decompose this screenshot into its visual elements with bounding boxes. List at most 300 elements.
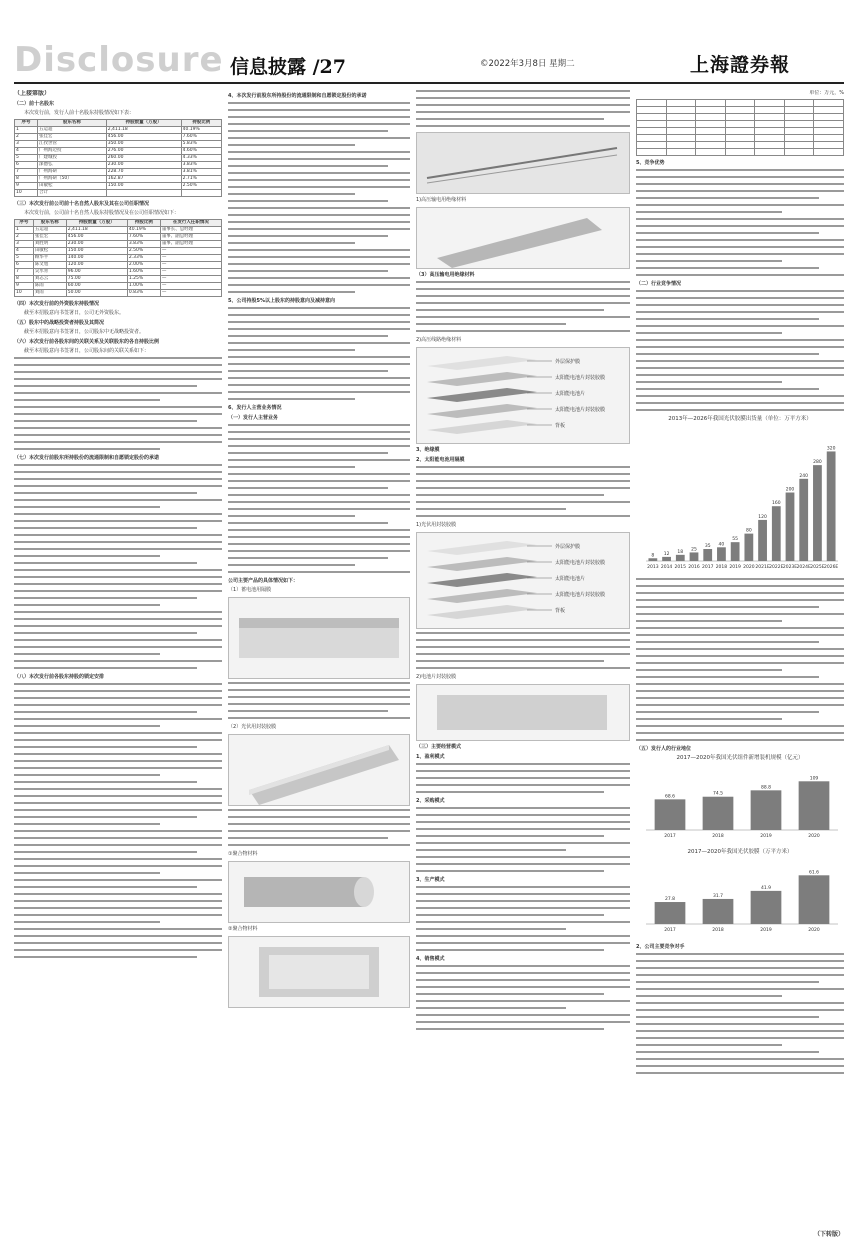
diagram-label: 外层保护膜 (555, 359, 581, 365)
data-label: 40 (718, 542, 725, 548)
data-label: 120 (758, 514, 767, 520)
text-line (636, 648, 844, 650)
table-cell (696, 149, 726, 156)
text-line (636, 676, 819, 678)
tick-label: 2014 (660, 565, 673, 570)
text-line (416, 777, 630, 779)
text-line (636, 246, 844, 248)
table-row (15, 283, 222, 290)
table-cell: 1.00% (127, 283, 160, 290)
text-line (228, 165, 388, 167)
subheading: 5、竞争优势 (636, 160, 665, 166)
text-line (228, 207, 410, 209)
table-cell (666, 142, 696, 149)
text-line (416, 821, 630, 823)
table-cell (784, 135, 814, 142)
text-line (14, 464, 222, 466)
tick-label: 2019 (760, 928, 772, 933)
text-line (636, 578, 844, 580)
text-line (416, 515, 630, 517)
text-line (14, 653, 160, 655)
text-line (416, 508, 566, 510)
table-row (15, 227, 222, 234)
table-cell: — (160, 248, 221, 255)
text-line (636, 267, 819, 269)
text-line (228, 328, 410, 330)
text-line (636, 953, 844, 955)
text-line (14, 499, 222, 501)
text-line (416, 828, 630, 830)
table-cell (755, 114, 785, 121)
table-cell: 5.83% (181, 141, 221, 148)
table-cell: 456.00 (106, 134, 181, 141)
table-header: 在发行人任职情况 (160, 220, 221, 227)
text-line (14, 949, 222, 951)
subheading: （三）主要经营模式 (416, 744, 462, 750)
text-line (14, 660, 222, 662)
figure-label: ①聚合物材料 (228, 851, 258, 857)
body-text-block (14, 464, 222, 669)
text-line (416, 770, 630, 772)
table-row (15, 169, 222, 176)
bar (676, 555, 685, 561)
table-cell (784, 107, 814, 114)
data-label: 200 (785, 487, 795, 493)
table-cell: 7.60% (181, 134, 221, 141)
table-row (637, 142, 844, 149)
table-row (15, 241, 222, 248)
subheading: （五）股东中的战略投资者持股及其简况 (14, 320, 105, 326)
table-cell: 广州海研 (38, 169, 107, 176)
table-cell: 田敏松 (38, 183, 107, 190)
table-row (15, 248, 222, 255)
body-text-block (416, 965, 630, 1030)
table-cell: 8 (15, 176, 38, 183)
text-line (228, 335, 388, 337)
text-line (636, 1009, 844, 1011)
text-line (228, 717, 410, 719)
table-cell (696, 121, 726, 128)
table-cell: 董事长、总经理 (160, 227, 221, 234)
table-cell: 0.83% (127, 290, 160, 297)
table-cell: 276.00 (106, 148, 181, 155)
data-label: 80 (745, 528, 752, 534)
table-cell: 96.00 (66, 269, 127, 276)
table-cell: 1.60% (127, 269, 160, 276)
text-line (228, 844, 410, 846)
subheading: 5、公司持股5%以上股东的持股意向及减持意向 (228, 298, 335, 304)
table-cell: 2,411.18 (106, 127, 181, 134)
product-image-film-2 (416, 684, 630, 741)
text-line (636, 981, 819, 983)
table-row (15, 134, 222, 141)
text-line (228, 130, 388, 132)
text-line (228, 263, 410, 265)
table-header: 股东名称 (38, 120, 107, 127)
table-cell: 2 (15, 234, 34, 241)
table-cell (666, 121, 696, 128)
table-cell (725, 100, 755, 107)
text-line (14, 928, 222, 930)
text-line (416, 487, 630, 489)
subheading: （二）行业竞争情况 (636, 281, 682, 287)
subheading: 4、本次发行前股东所持股份的流通限制和自愿锁定股份的承诺 (228, 93, 367, 99)
diagram-layer (427, 420, 537, 434)
text-line (416, 295, 630, 297)
bar (772, 506, 781, 561)
text-line (636, 395, 844, 397)
text-line (228, 529, 410, 531)
text-line (14, 478, 222, 480)
table-cell: 230.00 (66, 241, 127, 248)
table-row (15, 148, 222, 155)
table-cell: 9 (15, 283, 34, 290)
body-text-block (416, 807, 630, 872)
text-line (14, 837, 222, 839)
table-cell (637, 100, 667, 107)
table-cell: 150.00 (106, 183, 181, 190)
table-cell (106, 190, 181, 197)
column-1 (14, 90, 222, 1240)
tick-label: 2020 (808, 928, 820, 933)
table-cell: 董事、副总经理 (160, 241, 221, 248)
bar (655, 902, 686, 924)
table-cell: 3 (15, 141, 38, 148)
table-cell: 陈雨 (33, 283, 66, 290)
text-line (636, 274, 844, 276)
table-cell (666, 114, 696, 121)
column-3 (416, 90, 630, 1240)
text-line (228, 837, 388, 839)
text-line (228, 151, 410, 153)
text-line (14, 795, 222, 797)
table-cell: 150.00 (66, 248, 127, 255)
bar (827, 451, 836, 561)
diagram-label: 太阳能电池片 (555, 391, 586, 397)
text-line (14, 809, 222, 811)
text-line (14, 562, 197, 564)
bar (717, 547, 726, 561)
text-line (14, 711, 197, 713)
table-row (15, 269, 222, 276)
text-line (416, 784, 630, 786)
text-line (636, 304, 844, 306)
bar (703, 549, 712, 561)
text-line (228, 200, 388, 202)
table-cell: 2.50% (181, 183, 221, 190)
table-cell (814, 107, 844, 114)
text-line (228, 242, 355, 244)
text-line (636, 669, 782, 671)
text-line (228, 501, 410, 503)
financial-table (636, 99, 844, 156)
text-line (636, 225, 844, 227)
text-line (14, 541, 222, 543)
diagram-layer (427, 388, 537, 402)
text-line (416, 660, 604, 662)
diagram-label: 背板 (555, 608, 566, 614)
text-line (636, 374, 844, 376)
text-line (228, 830, 410, 832)
table-cell: 75.00 (66, 276, 127, 283)
text-line (636, 402, 844, 404)
body-text-block (228, 102, 410, 293)
diagram-layer (427, 605, 537, 619)
table-cell: 230.00 (106, 162, 181, 169)
diagram-layer (427, 404, 537, 418)
bar (731, 542, 740, 561)
table-cell: — (160, 262, 221, 269)
table-cell (755, 107, 785, 114)
tick-label: 2021E (755, 565, 770, 570)
table-cell (666, 107, 696, 114)
data-label: 74.5 (712, 791, 724, 797)
text-line (636, 409, 844, 411)
text-line (14, 611, 222, 613)
text-line (416, 949, 604, 951)
paragraph: 截至本招股意向书签署日，公司无外资股东。 (24, 310, 125, 316)
text-line (636, 711, 819, 713)
page-header (0, 0, 857, 80)
text-line (416, 646, 630, 648)
bar (751, 790, 782, 830)
table-cell: 10 (15, 290, 34, 297)
text-line (14, 604, 160, 606)
text-line (228, 214, 410, 216)
table-cell: 3.81% (181, 169, 221, 176)
table-cell: 1 (15, 227, 34, 234)
text-line (228, 459, 410, 461)
text-line (636, 988, 844, 990)
text-line (228, 816, 410, 818)
text-line (416, 97, 630, 99)
diagram-label: 外层保护膜 (555, 544, 581, 550)
table-cell (666, 128, 696, 135)
table-cell (814, 114, 844, 121)
table-cell: — (160, 255, 221, 262)
subheading: 公司主要产品的具体情况如下： (228, 578, 299, 584)
data-label: 27.8 (664, 897, 676, 903)
text-line (416, 835, 604, 837)
table-cell (637, 121, 667, 128)
text-line (636, 697, 844, 699)
body-text-block (228, 307, 410, 400)
table-cell: 五运超 (33, 227, 66, 234)
text-line (14, 364, 222, 366)
text-line (636, 169, 844, 171)
text-line (228, 123, 410, 125)
table-header: 持股比例 (181, 120, 221, 127)
text-line (14, 548, 222, 550)
text-line (636, 318, 819, 320)
text-line (228, 515, 355, 517)
table-cell: 2 (15, 134, 38, 141)
text-line (416, 863, 630, 865)
body-text-block (416, 466, 630, 517)
text-line (416, 309, 604, 311)
text-line (228, 809, 410, 811)
table-cell (755, 121, 785, 128)
table-cell (814, 142, 844, 149)
table-row (637, 149, 844, 156)
text-line (228, 550, 410, 552)
text-line (636, 655, 844, 657)
text-line (636, 381, 782, 383)
diagram-label: 太阳能电池片 (555, 576, 586, 582)
table-cell: — (160, 283, 221, 290)
table-row (15, 141, 222, 148)
table-cell (696, 142, 726, 149)
table-cell: 350.00 (106, 141, 181, 148)
table-header: 序号 (15, 220, 34, 227)
text-line (636, 232, 819, 234)
text-line (228, 342, 410, 344)
table-cell: 1.25% (127, 276, 160, 283)
table-cell (784, 114, 814, 121)
text-line (416, 993, 604, 995)
tick-label: 2017 (664, 834, 676, 839)
text-line (636, 995, 782, 997)
data-label: 41.9 (760, 885, 772, 891)
tick-label: 2018 (712, 834, 724, 839)
text-line (416, 473, 630, 475)
text-line (636, 1023, 844, 1025)
text-line (416, 639, 630, 641)
text-line (228, 452, 388, 454)
table-cell (637, 149, 667, 156)
data-label: 240 (799, 473, 809, 479)
table-cell: 9 (15, 183, 38, 190)
table-cell: 4.33% (181, 155, 221, 162)
text-line (14, 879, 222, 881)
header-rule (14, 82, 844, 84)
text-line (228, 571, 410, 573)
figure-label: 1)高压输电用绝缘材料 (416, 197, 467, 203)
text-line (416, 763, 630, 765)
figure-label: 2)高压线路绝缘材料 (416, 337, 462, 343)
text-line (14, 788, 222, 790)
text-line (228, 321, 410, 323)
table-cell (755, 135, 785, 142)
text-line (636, 739, 844, 741)
table-cell: — (160, 290, 221, 297)
diagram-layer (427, 589, 537, 603)
text-line (14, 492, 197, 494)
text-line (228, 186, 410, 188)
tick-label: 2020 (808, 834, 820, 839)
figure-label: （1）蓄电池用隔膜 (228, 587, 272, 593)
top10-shareholders-table (14, 119, 222, 197)
text-line (14, 858, 222, 860)
diagram-label: 太阳能电池片封装胶膜 (555, 560, 606, 566)
data-label: 160 (771, 501, 781, 507)
tick-label: 2017 (664, 928, 676, 933)
issue-date: ©2022年3月8日 星期二 (480, 59, 575, 69)
text-line (416, 856, 630, 858)
text-line (228, 391, 410, 393)
text-line (228, 179, 410, 181)
body-text-block (636, 169, 844, 276)
text-line (14, 942, 222, 944)
bar (786, 493, 795, 561)
text-line (636, 1030, 844, 1032)
text-line (636, 332, 782, 334)
table-cell (696, 114, 726, 121)
bar (662, 557, 671, 561)
diagram-label: 太阳能电池片封装胶膜 (555, 592, 606, 598)
text-line (228, 508, 410, 510)
table-row (15, 155, 222, 162)
bar (813, 465, 822, 561)
table-cell: 50.00 (66, 290, 127, 297)
text-line (636, 683, 844, 685)
table-cell (637, 135, 667, 142)
chart-pv-film-shipments (636, 425, 844, 575)
table-cell (637, 128, 667, 135)
table-cell: 广州海迈投 (38, 148, 107, 155)
text-line (14, 667, 197, 669)
text-line (416, 125, 630, 127)
table-cell: 刘志云 (33, 276, 66, 283)
text-line (416, 1021, 630, 1023)
bar (758, 520, 767, 561)
table-cell (696, 128, 726, 135)
text-line (14, 935, 222, 937)
text-line (228, 398, 355, 400)
table-row (637, 107, 844, 114)
text-line (14, 823, 160, 825)
table-cell: 顾华平 (33, 255, 66, 262)
subheading: 2、公司主要竞争对手 (636, 944, 685, 950)
text-line (636, 1065, 844, 1067)
table-cell: 2.00% (127, 262, 160, 269)
bar (655, 799, 686, 830)
figure-label: ②聚合物材料 (228, 926, 258, 932)
body-text-block (416, 90, 630, 127)
text-line (14, 618, 222, 620)
table-cell (784, 128, 814, 135)
text-line (14, 774, 160, 776)
diagram-label: 背板 (555, 423, 566, 429)
text-line (14, 406, 222, 408)
table-cell: 江孜世管 (38, 141, 107, 148)
body-text-block (228, 682, 410, 719)
table-row (15, 234, 222, 241)
text-line (636, 183, 844, 185)
text-line (416, 653, 630, 655)
product-image-sheet (228, 936, 410, 1008)
product-image-film (228, 734, 410, 806)
text-line (416, 281, 630, 283)
text-line (14, 420, 197, 422)
subheading: 3、生产模式 (416, 877, 445, 883)
text-line (228, 221, 410, 223)
subheading: （三）本次发行前公司前十名自然人股东及其在公司任职情况 (14, 201, 150, 207)
table-cell (696, 107, 726, 114)
text-line (636, 627, 844, 629)
body-text-block (416, 281, 630, 332)
subheading: （五）发行人的行业地位 (636, 746, 692, 752)
text-line (416, 935, 630, 937)
text-line (14, 900, 222, 902)
table-row (637, 128, 844, 135)
text-line (636, 662, 844, 664)
text-line (14, 718, 222, 720)
text-line (228, 291, 355, 293)
text-line (636, 718, 782, 720)
text-line (416, 928, 566, 930)
data-label: 68.6 (664, 794, 676, 800)
